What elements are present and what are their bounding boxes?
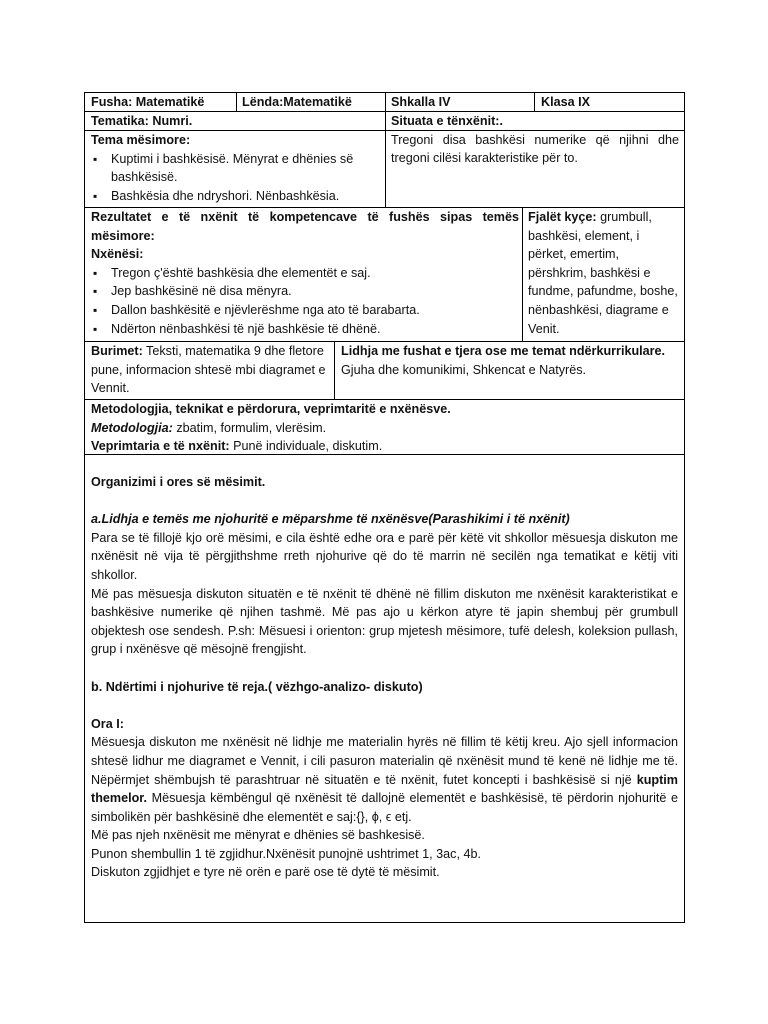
rezultatet-list	[91, 264, 519, 338]
lidhja-text: Gjuha dhe komunikimi, Shkencat e Natyrës.	[341, 362, 586, 377]
tema-cell	[91, 131, 381, 205]
kuptim-themelor: kuptim themelor.	[91, 772, 678, 806]
fjalet-text: grumbull, bashkësi, element, i përket, emertim, përshkrim, bashkësi e fundme, pafundme, boshe, nënbashkësi, diagrame e Venit.	[528, 210, 678, 336]
metodologjia-title: Metodologjia, teknikat e përdorura, veprimtaritë e nxënësve.	[91, 402, 451, 416]
list-item: ▪ Kuptimi i bashkësisë. Mënyrat e dhënies së bashkësisë.	[91, 150, 381, 187]
veprimtaria-text: Punë individuale, diskutim.	[229, 439, 383, 454]
list-item: ▪ Ndërton nënbashkësi të një bashkësie të dhënë.	[91, 320, 519, 339]
text-line: Diskuton zgjidhjet e tyre në orën e parë ose të dytë të mësimit.	[91, 865, 440, 880]
list-item: ▪ Jep bashkësinë në disa mënyra.	[91, 282, 519, 301]
klasa-label: Klasa IX	[541, 95, 591, 109]
col-divider	[334, 341, 335, 399]
section-b-heading: b. Ndërtimi i njohurive të reja.( vëzhgo-analizo- diskuto)	[91, 679, 423, 694]
ora-heading: Ora I:	[91, 716, 124, 731]
text-line: Më pas njeh nxënësit me mënyrat e dhënies së bashkesisë.	[91, 828, 425, 843]
rezultatet-cell	[91, 208, 519, 338]
lidhja-cell	[341, 342, 681, 379]
fjalet-cell	[528, 208, 681, 338]
tema-list	[91, 150, 381, 206]
burimet-label: Burimet:	[91, 344, 143, 358]
rezultatet-title: Rezultatet e të nxënit të kompetencave të fushës sipas temës mësimore:	[91, 210, 519, 243]
paragraph	[91, 733, 678, 826]
rezultatet-subtitle: Nxënësi:	[91, 247, 144, 262]
paragraph-text: Mësuesja diskuton me nxënësit në lidhje me materialin hyrës në fillim të këtij kreu. Ajo sjell informacion shtesë lidhur me diagramet e Vennit, i cili pasuron materialin që nxënësit mund të kenë në lidhje me të. Nëpërmjet shëmbujsh të parashtruar në situatën e të nxënit, futet koncepti i bashkësisë si një	[91, 735, 678, 787]
situata-cell	[391, 112, 679, 168]
metodologjia-cell	[91, 400, 681, 456]
section-a-heading: a.Lidhja e temës me njohuritë e mëparshme të nxënësve(Parashikimi i të nxënit)	[91, 512, 570, 527]
situata-text: Tregoni disa bashkësi numerike që njihni dhe tregoni cilësi karakteristike për to.	[391, 132, 679, 166]
lenda-label: Lënda:Matematikë	[242, 95, 352, 109]
burimet-text: Teksti, matematika 9 dhe fletore pune, informacion shtesë mbi diagramet e Vennit.	[91, 344, 326, 396]
fusha-label: Fusha: Matematikë	[91, 95, 205, 109]
paragraph: Më pas mësuesja diskuton situatën e të nxënit të dhënë në fillim diskuton me nxënësit karakteristikat e bashkësive numerike që njihen tashmë. Më pas ajo u kërkon atyre të japin shembuj për grumbull objektesh ose sendesh. P.sh: Mësuesi i orienton: grup mjetesh mësimore, tufë delesh, koleksion pullash, grup i nxënësve që mësojnë frengjisht.	[91, 586, 678, 657]
col-divider	[236, 93, 237, 111]
veprimtaria-label: Veprimtaria e të nxënit:	[91, 439, 230, 454]
col-divider	[534, 93, 535, 111]
lidhja-label: Lidhja me fushat e tjera ose me temat ndërkurrikulare.	[341, 344, 666, 358]
burimet-cell	[91, 342, 327, 398]
tematika-label: Tematika: Numri.	[91, 114, 193, 128]
list-item: ▪ Tregon ç'është bashkësia dhe elementët e saj.	[91, 264, 519, 283]
organizimi-cell	[91, 473, 678, 882]
metodologjia-label: Metodologjia:	[91, 420, 173, 435]
text-line: Punon shembullin 1 të zgjidhur.Nxënësit punojnë ushtrimet 1, 3ac, 4b.	[91, 846, 481, 861]
shkalla-label: Shkalla IV	[391, 95, 451, 109]
fjalet-label: Fjalët kyçe:	[528, 210, 597, 224]
organizimi-title: Organizimi i ores së mësimit.	[91, 475, 266, 489]
lesson-plan-table	[84, 92, 685, 923]
paragraph: Para se të fillojë kjo orë mësimi, e cila është edhe ora e parë për këtë vit shkollor mësuesja diskuton me nxënësit në vija të përgjithshme rreth njohurive që do të marrin në secilën nga tematikat e këtij viti shkollor.	[91, 530, 678, 582]
tema-title: Tema mësimore:	[91, 133, 191, 147]
col-divider	[385, 93, 386, 207]
paragraph-text: Mësuesja këmbëngul që nxënësit të dallojnë elementët e bashkësisë, të përdorin njohuritë e simbolikën për bashkësinë dhe elementët e saj:{}, ϕ, ϵ etj.	[91, 791, 678, 824]
list-item: ▪ Bashkësia dhe ndryshori. Nënbashkësia.	[91, 187, 381, 206]
list-item: ▪ Dallon bashkësitë e njëvlerëshme nga ato të barabarta.	[91, 301, 519, 320]
metodologjia-text: zbatim, formulim, vlerësim.	[172, 420, 327, 435]
situata-title: Situata e tënxënit:.	[391, 114, 503, 128]
col-divider	[522, 207, 523, 341]
